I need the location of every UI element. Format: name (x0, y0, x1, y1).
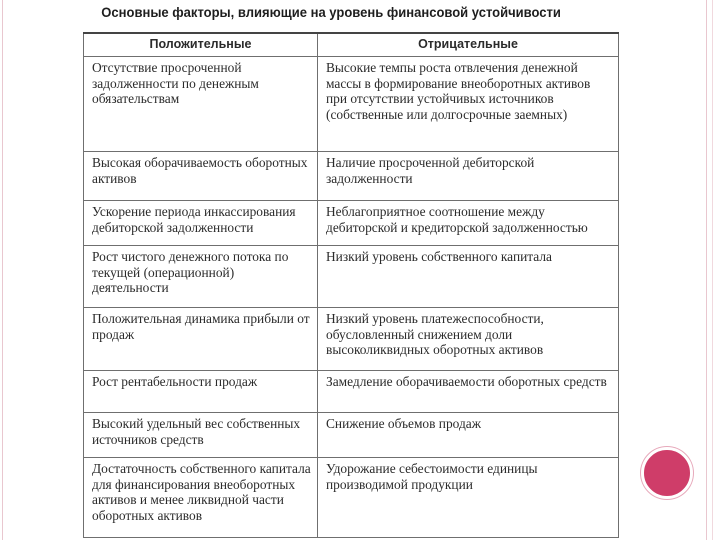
table-row (84, 152, 619, 201)
table-row (84, 371, 619, 413)
positive-factor: Отсутствие просроченной задолженности по денежным обязательствам (84, 57, 318, 152)
factors-table (83, 32, 619, 538)
negative-factor: Замедление оборачиваемости оборотных средств (318, 371, 619, 413)
negative-factor: Низкий уровень собственного капитала (318, 246, 619, 308)
negative-factor: Неблагоприятное соотношение между дебиторской и кредиторской задолженностью (318, 201, 619, 246)
slide-frame-right-inner (712, 0, 713, 540)
table-row (84, 308, 619, 371)
negative-factor: Снижение объемов продаж (318, 413, 619, 458)
header-positive: Положительные (84, 33, 318, 57)
table-row (84, 201, 619, 246)
header-negative: Отрицательные (318, 33, 619, 57)
slide-frame-left (2, 0, 3, 540)
decorative-pink-circle (641, 447, 693, 499)
positive-factor: Ускорение периода инкассирования дебиторской задолженности (84, 201, 318, 246)
negative-factor: Наличие просроченной дебиторской задолженности (318, 152, 619, 201)
negative-factor: Высокие темпы роста отвлечения денежной массы в формирование внеоборотных активов при отсутствии устойчивых источников (собственные или долгосрочные заемных) (318, 57, 619, 152)
table-row (84, 458, 619, 538)
negative-factor: Низкий уровень платежеспособности, обусловленный снижением доли высоколиквидных оборотных активов (318, 308, 619, 371)
positive-factor: Положительная динамика прибыли от продаж (84, 308, 318, 371)
table-row (84, 57, 619, 152)
positive-factor: Рост рентабельности продаж (84, 371, 318, 413)
positive-factor: Высокая оборачиваемость оборотных активов (84, 152, 318, 201)
negative-factor: Удорожание себестоимости единицы производимой продукции (318, 458, 619, 538)
table-row (84, 246, 619, 308)
slide-frame-right (706, 0, 707, 540)
slide-title: Основные факторы, влияющие на уровень финансовой устойчивости (101, 4, 561, 20)
positive-factor: Рост чистого денежного потока по текущей (операционной) деятельности (84, 246, 318, 308)
positive-factor: Высокий удельный вес собственных источников средств (84, 413, 318, 458)
table-row (84, 413, 619, 458)
table-header-row (84, 33, 619, 57)
positive-factor: Достаточность собственного капитала для финансирования внеоборотных активов и менее ликвидной части оборотных активов (84, 458, 318, 538)
